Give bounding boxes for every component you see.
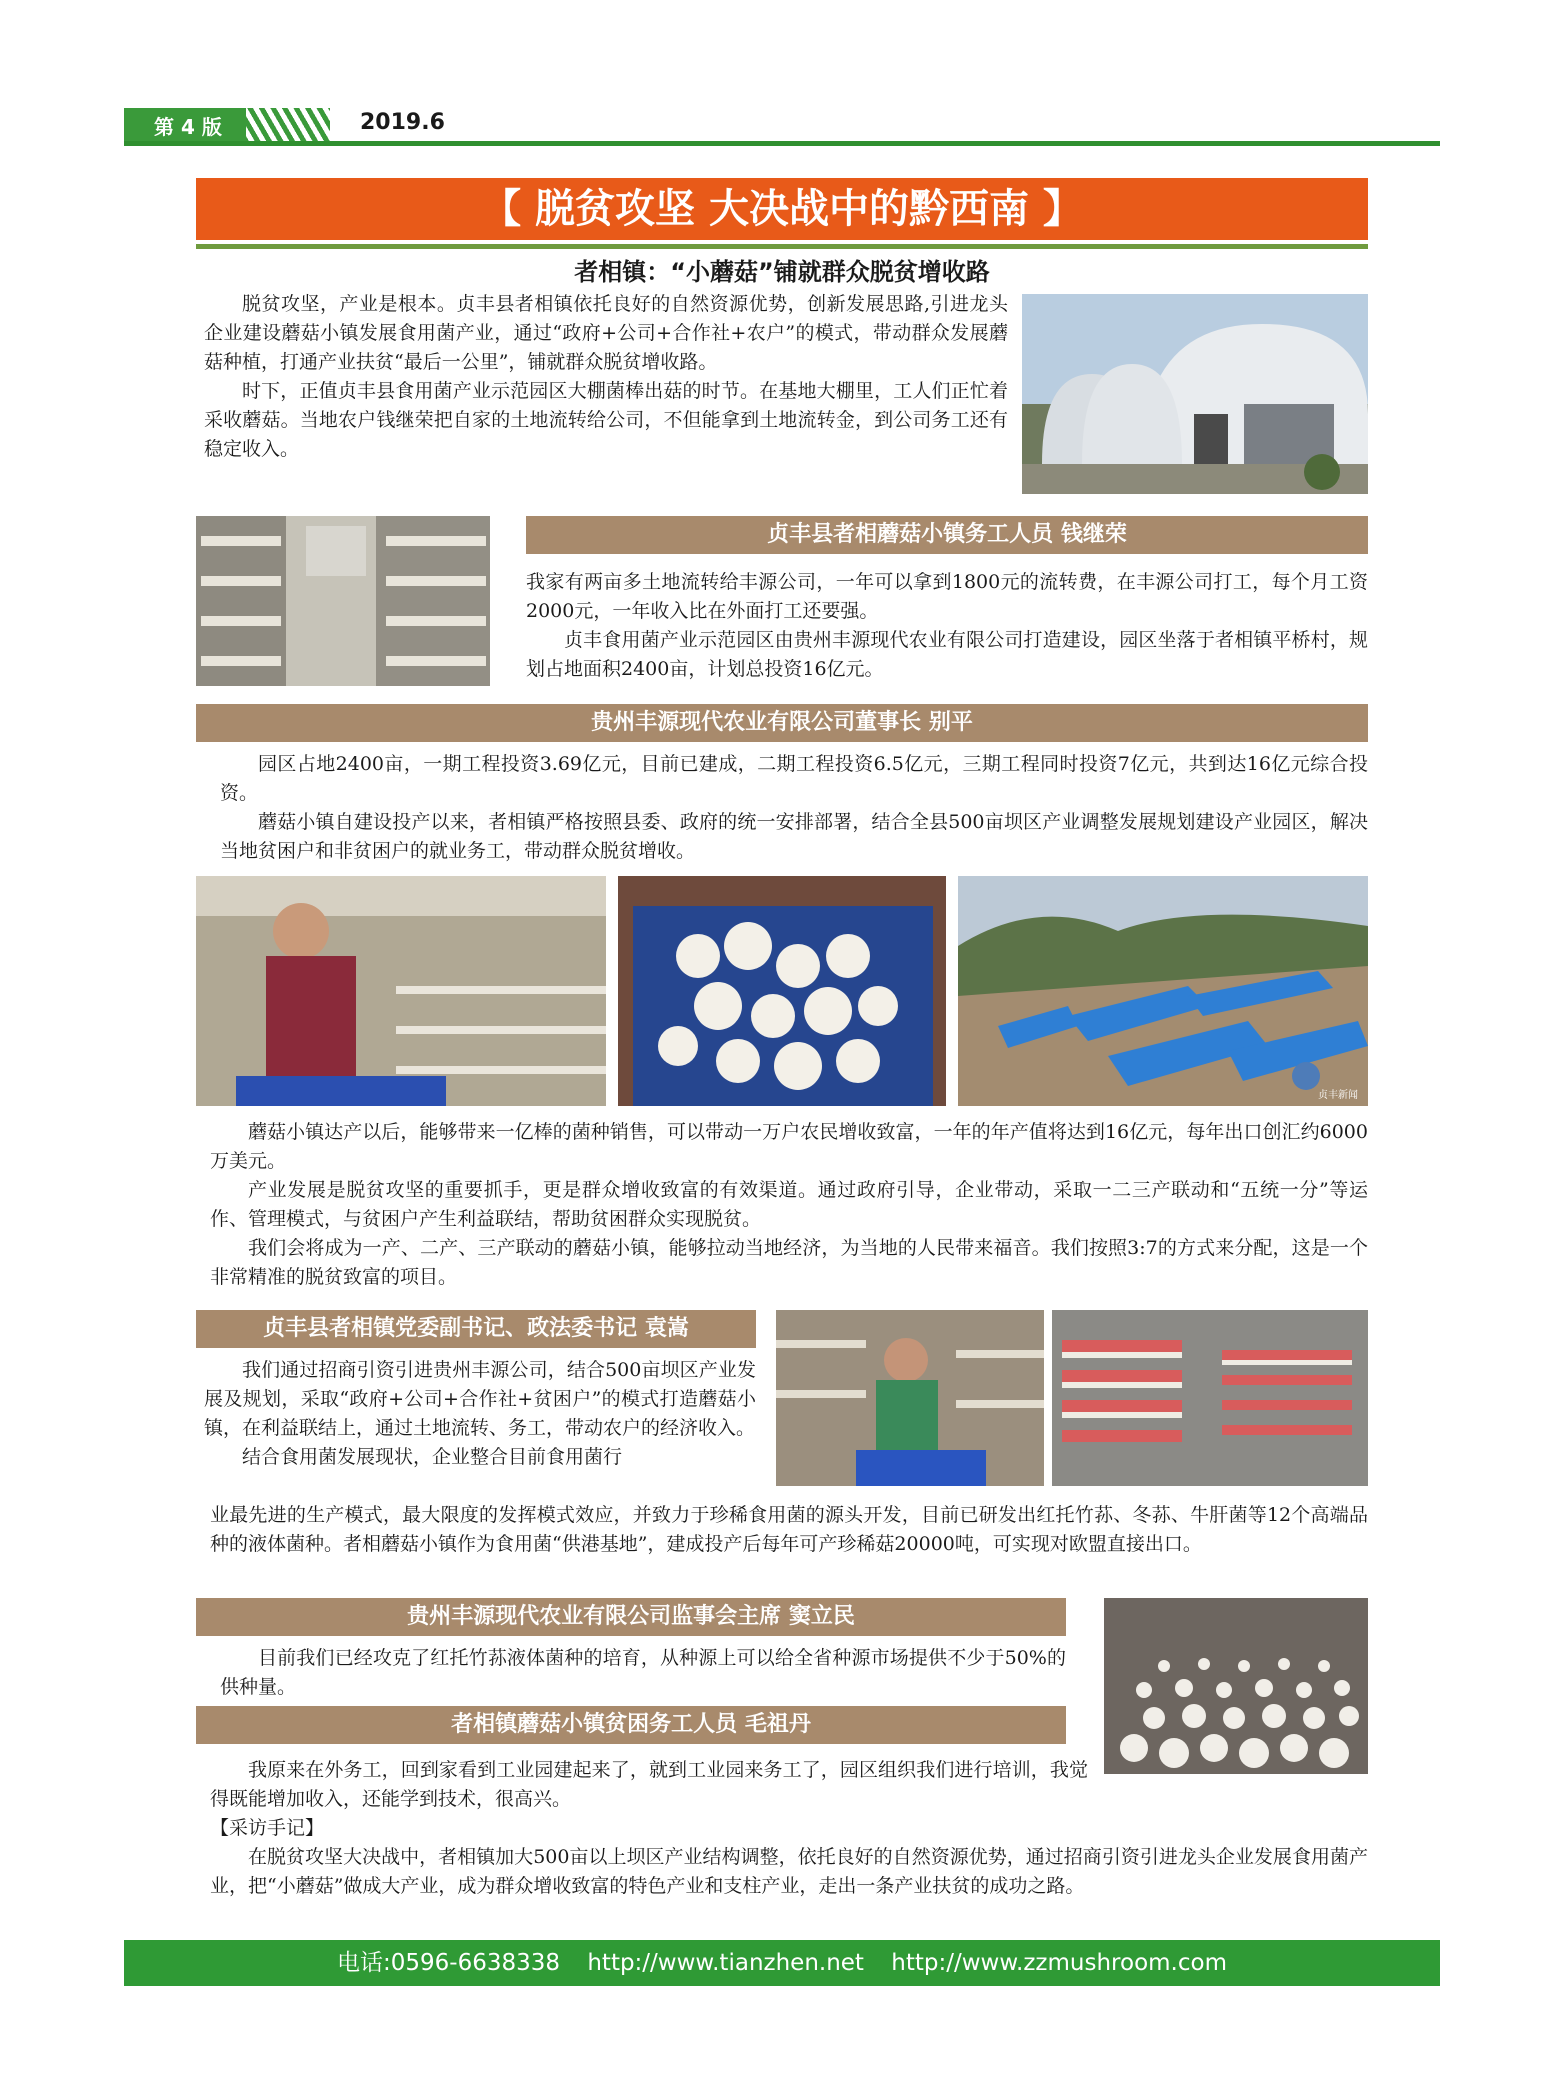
intro-para-1: 脱贫攻坚，产业是根本。贞丰县者相镇依托良好的自然资源优势，创新发展思路,引进龙头企业建设蘑菇小镇发展食用菌产业，通过“政府+公司+合作社+农户”的模式，带动群众发展蘑菇种植，打通产业扶贫“最后一公里”，铺就群众脱贫增收路。 <box>204 293 1008 373</box>
section-2-title: 贵州丰源现代农业有限公司董事长 别平 <box>196 704 1368 742</box>
section-2-para-3: 蘑菇小镇达产以后，能够带来一亿棒的菌种销售，可以带动一万户农民增收致富，一年的年产值将达到16亿元，每年出口创汇约6000万美元。 <box>210 1121 1368 1172</box>
mushroom-basket-photo <box>618 876 946 1106</box>
section-5-para: 我原来在外务工，回到家看到工业园建起来了，就到工业园来务工了，园区组织我们进行培训，我觉得既能增加收入，还能学到技术，很高兴。 <box>210 1759 1088 1810</box>
banner-rule <box>196 244 1368 249</box>
mushroom-racks-photo <box>1052 1310 1368 1486</box>
notes-label: 【采访手记】 <box>210 1817 325 1839</box>
intro-text <box>204 290 1008 464</box>
footer-url-1[interactable]: http://www.tianzhen.net <box>587 1950 864 1976</box>
section-4-text <box>220 1644 1066 1702</box>
aerial-park-photo <box>958 876 1368 1106</box>
header-rule <box>124 141 1440 146</box>
edition-label: 第 4 版 <box>124 108 246 146</box>
mushroom-field-photo <box>1104 1598 1368 1774</box>
worker-photo <box>196 876 606 1106</box>
section-5-title: 者相镇蘑菇小镇贫困务工人员 毛祖丹 <box>196 1706 1066 1744</box>
section-1-text <box>526 568 1368 684</box>
footer-bar <box>124 1940 1440 1986</box>
section-1-para-1: 我家有两亩多土地流转给丰源公司，一年可以拿到1800元的流转费，在丰源公司打工，每个月工资2000元，一年收入比在外面打工还要强。 <box>526 571 1368 622</box>
section-3-para-1: 我们通过招商引资引进贵州丰源公司，结合500亩坝区产业发展及规划，采取“政府+公司+合作社+贫困户”的模式打造蘑菇小镇，在利益联结上，通过土地流转、务工，带动农户的经济收入。 <box>204 1359 756 1439</box>
section-3-title: 贞丰县者相镇党委副书记、政法委书记 袁嵩 <box>196 1310 756 1348</box>
intro-para-2: 时下，正值贞丰县食用菌产业示范园区大棚菌棒出菇的时节。在基地大棚里，工人们正忙着采收蘑菇。当地农户钱继荣把自家的土地流转给公司，不但能拿到土地流转金，到公司务工还有稳定收入。 <box>204 380 1008 460</box>
greenhouse-photo <box>1022 294 1368 494</box>
photo-watermark: 贞丰新闻 <box>1318 1090 1358 1101</box>
section-3-text <box>204 1356 756 1472</box>
section-4-title: 贵州丰源现代农业有限公司监事会主席 窦立民 <box>196 1598 1066 1636</box>
footer-url-2[interactable]: http://www.zzmushroom.com <box>891 1950 1227 1976</box>
section-3-para-2: 结合食用菌发展现状，企业整合目前食用菌行 <box>242 1446 623 1468</box>
section-3-text-wide <box>210 1501 1368 1559</box>
section-5-text <box>210 1756 1088 1814</box>
section-4-para: 目前我们已经攻克了红托竹荪液体菌种的培育，从种源上可以给全省种源市场提供不少于50%的供种量。 <box>220 1647 1066 1698</box>
footer-phone: 电话:0596-6638338 <box>337 1950 561 1976</box>
section-1-title: 贞丰县者相蘑菇小镇务工人员 钱继荣 <box>526 516 1368 554</box>
section-1-para-2: 贞丰食用菌产业示范园区由贵州丰源现代农业有限公司打造建设，园区坐落于者相镇平桥村，规划占地面积2400亩，计划总投资16亿元。 <box>526 629 1368 680</box>
section-2-para-4: 产业发展是脱贫攻坚的重要抓手，更是群众增收致富的有效渠道。通过政府引导，企业带动，采取一二三产联动和“五统一分”等运作、管理模式，与贫困户产生利益联结，帮助贫困群众实现脱贫。 <box>210 1179 1368 1230</box>
section-2-para-5: 我们会将成为一产、二产、三产联动的蘑菇小镇，能够拉动当地经济，为当地的人民带来福音。我们按照3:7的方式来分配，这是一个非常精准的脱贫致富的项目。 <box>210 1237 1368 1288</box>
article-headline: 者相镇：“小蘑菇”铺就群众脱贫增收路 <box>574 258 990 286</box>
issue-date: 2019.6 <box>360 110 445 135</box>
section-2-text-continued <box>210 1118 1368 1292</box>
section-2-text <box>220 750 1368 866</box>
notes-text <box>210 1814 1368 1901</box>
notes-para: 在脱贫攻坚大决战中，者相镇加大500亩以上坝区产业结构调整，依托良好的自然资源优势，通过招商引资引进龙头企业发展食用菌产业，把“小蘑菇”做成大产业，成为群众增收致富的特色产业和支柱产业，走出一条产业扶贫的成功之路。 <box>210 1846 1368 1897</box>
section-2-para-1: 园区占地2400亩，一期工程投资3.69亿元，目前已建成，二期工程投资6.5亿元，三期工程同时投资7亿元，共到达16亿元综合投资。 <box>220 753 1368 804</box>
section-3-para-wide: 业最先进的生产模式，最大限度的发挥模式效应，并致力于珍稀食用菌的源头开发，目前已研发出红托竹荪、冬荪、牛肝菌等12个高端品种的液体菌种。者相蘑菇小镇作为食用菌“供港基地”，建成投产后每年可产珍稀菇20000吨，可实现对欧盟直接出口。 <box>210 1504 1368 1555</box>
harvest-worker-photo <box>776 1310 1044 1486</box>
section-2-para-2: 蘑菇小镇自建设投产以来，者相镇严格按照县委、政府的统一安排部署，结合全县500亩坝区产业调整发展规划建设产业园区，解决当地贫困户和非贫困户的就业务工，带动群众脱贫增收。 <box>220 811 1368 862</box>
mushroom-shelves-photo <box>196 516 490 686</box>
banner-title: 【 脱贫攻坚 大决战中的黔西南 】 <box>196 178 1368 240</box>
